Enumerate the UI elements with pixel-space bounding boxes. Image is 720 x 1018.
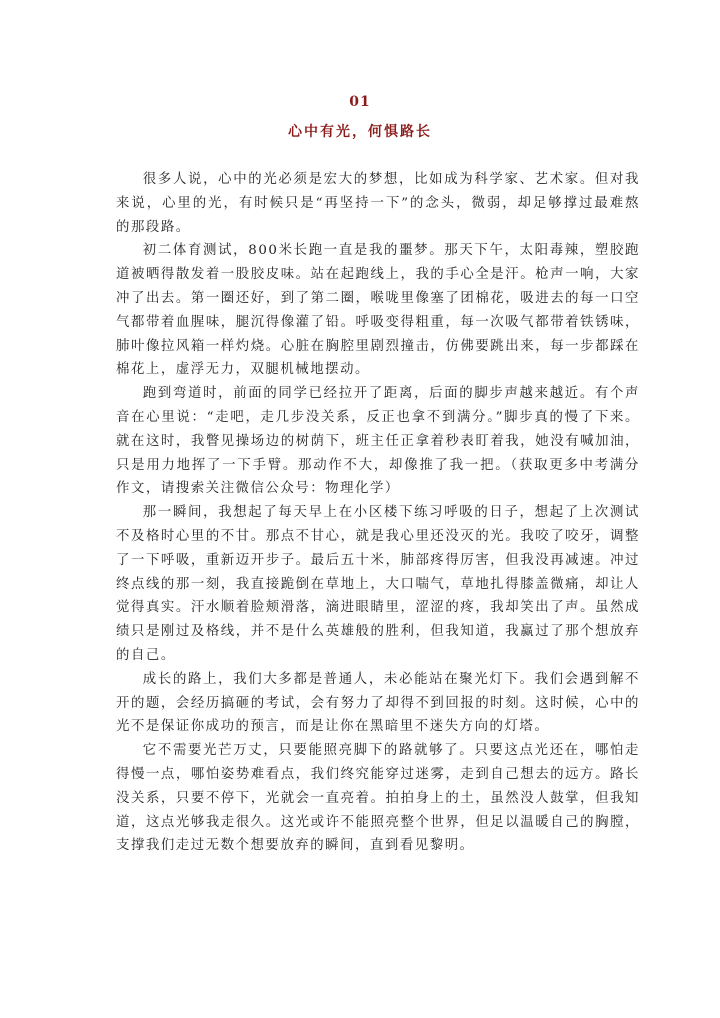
- paragraph-6: 它不需要光芒万丈，只要能照亮脚下的路就够了。只要这点光还在，哪怕走得慢一点，哪怕姿势难看点，我们终究能穿过迷雾，走到自己想去的远方。路长没关系，只要不停下，光就会一直亮着。拍拍身上的土，虽然没人鼓掌，但我知道，这点光够我走很久。这光或许不能照亮整个世界，但足以温暖自己的胸膛，支撑我们走过无数个想要放弃的瞬间，直到看见黎明。: [116, 743, 640, 854]
- paragraph-4: 那一瞬间，我想起了每天早上在小区楼下练习呼吸的日子，想起了上次测试不及格时心里的不甘。那点不甘心，就是我心里还没灭的光。我咬了咬牙，调整了一下呼吸，重新迈开步子。最后五十米，肺部疼得厉害，但我没再减速。冲过终点线的那一刻，我直接跪倒在草地上，大口喘气，草地扎得膝盖微痛，却让人觉得真实。汗水顺着脸颊滑落，滴进眼睛里，涩涩的疼，我却笑出了声。虽然成绩只是刚过及格线，并不是什么英雄般的胜利，但我知道，我赢过了那个想放弃的自己。: [116, 505, 640, 663]
- paragraph-2: 初二体育测试，800米长跑一直是我的噩梦。那天下午，太阳毒辣，塑胶跑道被晒得散发着一股胶皮味。站在起跑线上，我的手心全是汗。枪声一响，大家冲了出去。第一圈还好，到了第二圈，喉咙里像塞了团棉花，吸进去的每一口空气都带着血腥味，腿沉得像灌了铅。呼吸变得粗重，每一次吸气都带着铁锈味，肺叶像拉风箱一样灼烧。心脏在胸腔里剧烈撞击，仿佛要跳出来，每一步都踩在棉花上，虚浮无力，双腿机械地摆动。: [116, 243, 640, 378]
- article-number: 01: [349, 94, 371, 110]
- article-title: 心中有光，何惧路长: [288, 124, 432, 140]
- paragraph-1: 很多人说，心中的光必须是宏大的梦想，比如成为科学家、艺术家。但对我来说，心里的光，有时候只是“再坚持一下”的念头，微弱，却足够撑过最难熬的那段路。: [116, 172, 640, 235]
- article-body: [116, 168, 640, 858]
- paragraph-5: 成长的路上，我们大多都是普通人，未必能站在聚光灯下。我们会遇到解不开的题，会经历搞砸的考试，会有努力了却得不到回报的时刻。这时候，心中的光不是保证你成功的预言，而是让你在黑暗里不迷失方向的灯塔。: [116, 671, 640, 735]
- paragraph-3: 跑到弯道时，前面的同学已经拉开了距离，后面的脚步声越来越近。有个声音在心里说：“走吧，走几步没关系，反正也拿不到满分。”脚步真的慢了下来。就在这时，我瞥见操场边的树荫下，班主任正拿着秒表盯着我，她没有喊加油，只是用力地挥了一下手臂。那动作不大，却像推了我一把。（获取更多中考满分作文，请搜索关注微信公众号：物理化学）: [116, 386, 640, 497]
